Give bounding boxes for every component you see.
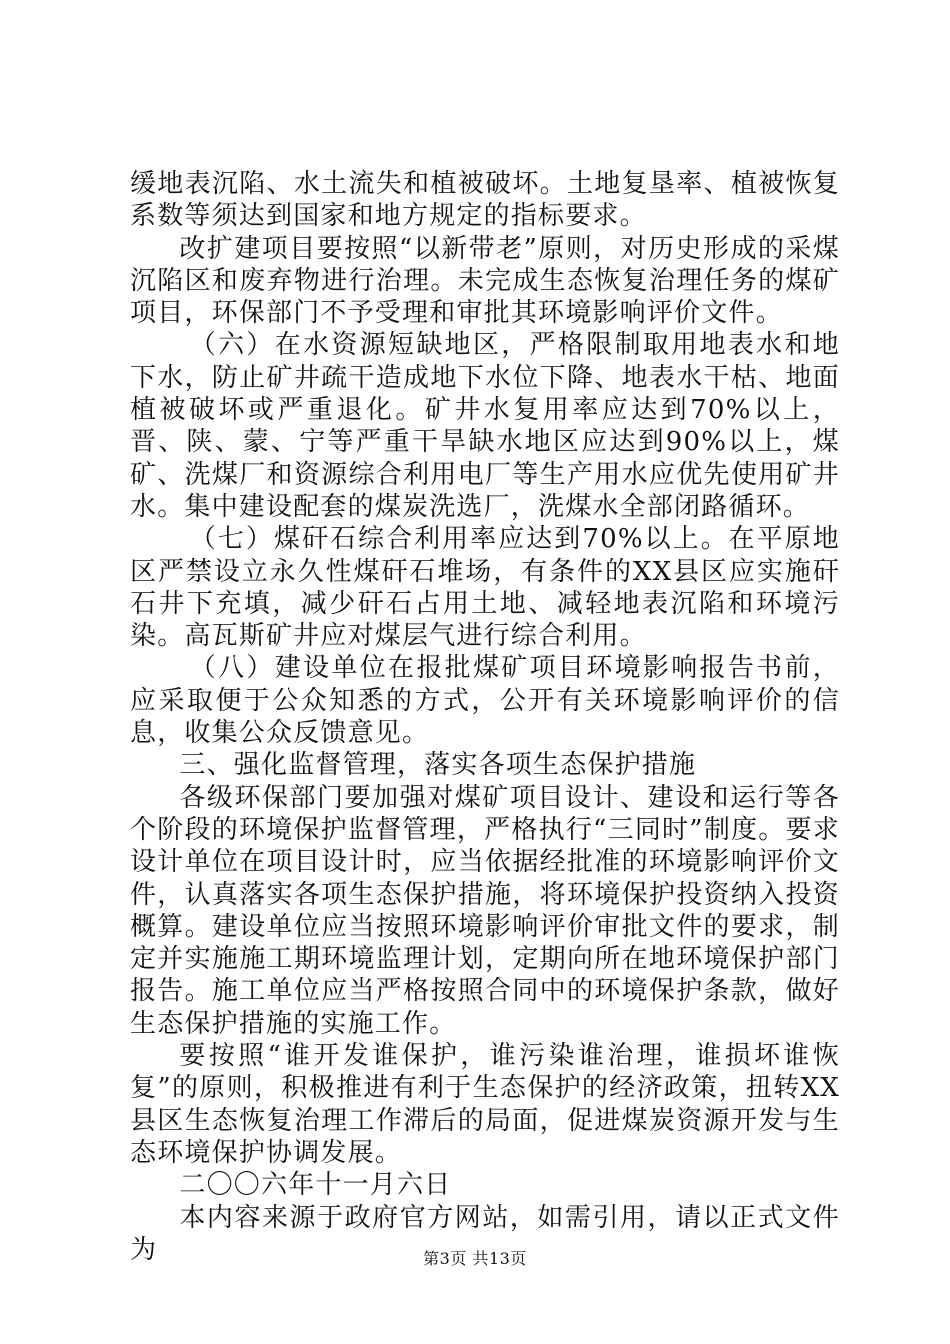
paragraph-principle: 要按照“谁开发谁保护，谁污染谁治理，谁损坏谁恢复”的原则，积极推进有利于生态保护的经济政策，扭转XX县区生态恢复治理工作滞后的局面，促进煤炭资源开发与生态环境保护协调发展。 [130, 1041, 840, 1168]
section-heading-three: 三、强化监督管理，落实各项生态保护措施 [179, 750, 697, 781]
paragraph-supervision: 各级环保部门要加强对煤矿项目设计、建设和运行等各个阶段的环境保护监督管理，严格执行“三同时”制度。要求设计单位在项目设计时，应当依据经批准的环境影响评价文件，认真落实各项生态保护措施，将环境保护投资纳入投资概算。建设单位应当按照环境影响评价审批文件的要求，制定并实施施工期环境监理计划，定期向所在地环境保护部门报告。施工单位应当严格按照合同中的环境保护条款，做好生态保护措施的实施工作。 [130, 782, 840, 1039]
document-date: 二〇〇六年十一月六日 [179, 1170, 452, 1201]
paragraph-item-six: （六）在水资源短缺地区，严格限制取用地表水和地下水，防止矿井疏干造成地下水位下降、地表水干枯、地面植被破坏或严重退化。矿井水复用率应达到70%以上，晋、陕、蒙、宁等严重干旱缺水地区应达到90%以上，煤矿、洗煤厂和资源综合利用电厂等生产用水应优先使用矿井水。集中建设配套的煤炭洗选厂，洗煤水全部闭路循环。 [130, 330, 840, 522]
page-number: 第3页 共13页 [423, 1249, 527, 1268]
page-footer [0, 1246, 950, 1269]
paragraph-item-eight: （八）建设单位在报批煤矿项目环境影响报告书前，应采取便于公众知悉的方式，公开有关环境影响评价的信息，收集公众反馈意见。 [130, 653, 840, 749]
paragraph-continuation: 缓地表沉陷、水土流失和植被破坏。土地复垦率、植被恢复系数等须达到国家和地方规定的指标要求。 [130, 169, 840, 232]
paragraph-item-seven: （七）煤矸石综合利用率应达到70%以上。在平原地区严禁设立永久性煤矸石堆场，有条件的XX县区应实施矸石井下充填，减少矸石占用土地、减轻地表沉陷和环境污染。高瓦斯矿井应对煤层气进行综合利用。 [130, 524, 840, 652]
source-note: 本内容来源于政府官方网站，如需引用，请以正式文件为 [130, 1202, 840, 1265]
document-body [130, 168, 840, 1266]
paragraph-renovation-projects: 改扩建项目要按照“以新带老”原则，对历史形成的采煤沉陷区和废弃物进行治理。未完成生态恢复治理任务的煤矿项目，环保部门不予受理和审批其环境影响评价文件。 [130, 233, 840, 329]
